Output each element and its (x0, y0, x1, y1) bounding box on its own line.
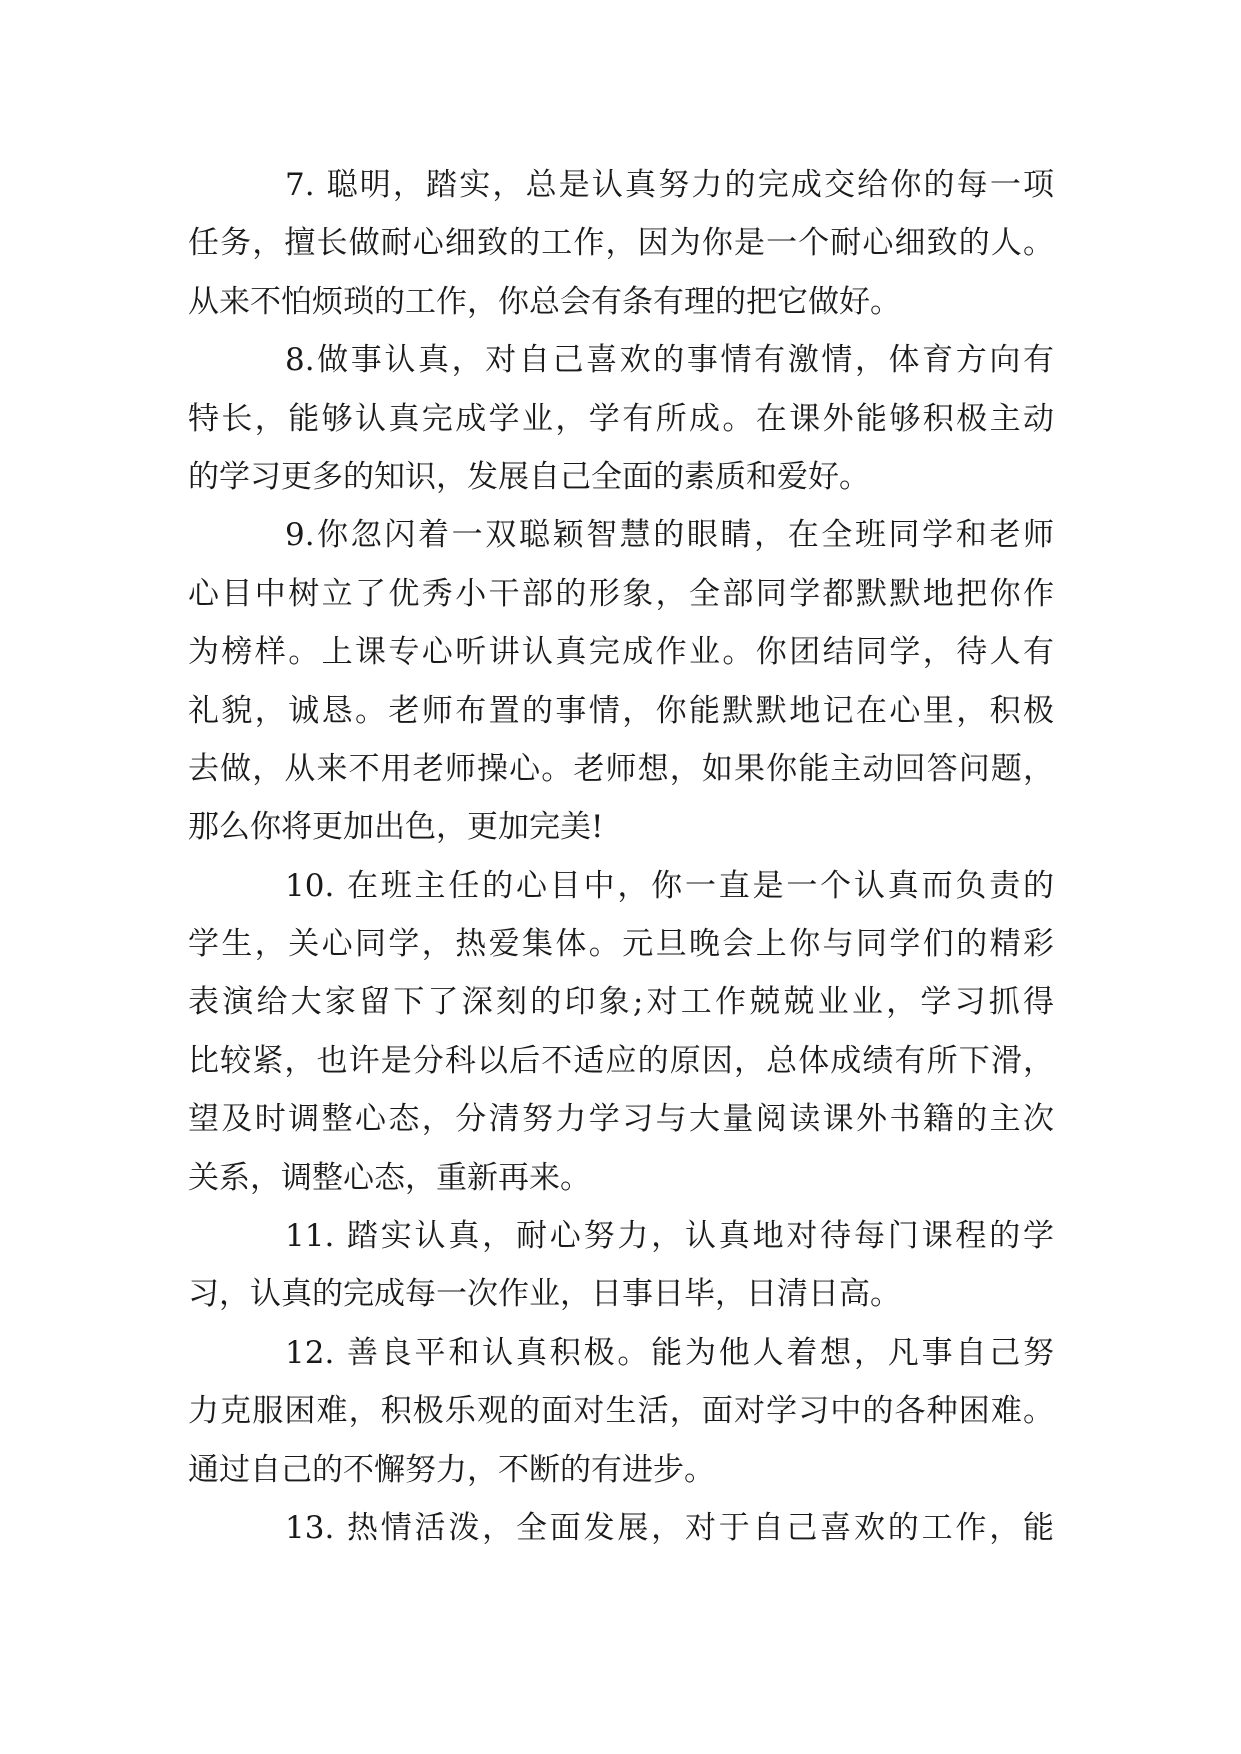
paragraph-line: 7. 聪明，踏实，总是认真努力的完成交给你的每一项 (285, 167, 1054, 203)
paragraph-line: 礼貌，诚恳。老师布置的事情，你能默默地记在心里，积极 (188, 692, 1054, 729)
paragraph-line: 从来不怕烦琐的工作，你总会有条有理的把它做好。 (188, 283, 901, 320)
paragraph-line: 10. 在班主任的心目中，你一直是一个认真而负责的 (285, 867, 1054, 904)
paragraph-line: 表演给大家留下了深刻的印象;对工作兢兢业业，学习抓得 (188, 984, 1054, 1021)
paragraph-line: 心目中树立了优秀小干部的形象，全部同学都默默地把你作 (188, 575, 1054, 612)
paragraph-9 (188, 506, 1054, 856)
paragraph-7 (188, 156, 1054, 331)
paragraph-13 (188, 1499, 1054, 1557)
paragraph-line: 9.你忽闪着一双聪颖智慧的眼睛，在全班同学和老师 (285, 517, 1054, 554)
document-body (188, 156, 1054, 1557)
paragraph-line: 13. 热情活泼，全面发展，对于自己喜欢的工作，能 (285, 1509, 1054, 1546)
paragraph-line: 比较紧，也许是分科以后不适应的原因，总体成绩有所下滑， (188, 1042, 1054, 1079)
paragraph-line: 的学习更多的知识，发展自己全面的素质和爱好。 (188, 458, 870, 495)
paragraph-line: 8.做事认真，对自己喜欢的事情有激情，体育方向有 (285, 342, 1054, 379)
paragraph-line: 关系，调整心态，重新再来。 (188, 1159, 591, 1196)
paragraph-8 (188, 331, 1054, 506)
paragraph-11 (188, 1207, 1054, 1324)
paragraph-line: 去做，从来不用老师操心。老师想，如果你能主动回答问题， (188, 750, 1054, 787)
paragraph-line: 学生，关心同学，热爱集体。元旦晚会上你与同学们的精彩 (188, 926, 1054, 963)
paragraph-line: 12. 善良平和认真积极。能为他人着想，凡事自己努 (285, 1334, 1054, 1371)
paragraph-10 (188, 857, 1054, 1207)
paragraph-line: 望及时调整心态，分清努力学习与大量阅读课外书籍的主次 (188, 1101, 1054, 1138)
paragraph-line: 11. 踏实认真，耐心努力，认真地对待每门课程的学 (285, 1218, 1054, 1255)
paragraph-line: 特长，能够认真完成学业，学有所成。在课外能够积极主动 (188, 400, 1054, 437)
paragraph-line: 习，认真的完成每一次作业，日事日毕，日清日高。 (188, 1276, 901, 1313)
paragraph-line: 力克服困难，积极乐观的面对生活，面对学习中的各种困难。 (188, 1393, 1054, 1430)
paragraph-line: 任务，擅长做耐心细致的工作，因为你是一个耐心细致的人。 (188, 225, 1054, 262)
paragraph-12 (188, 1324, 1054, 1499)
paragraph-line: 为榜样。上课专心听讲认真完成作业。你团结同学，待人有 (188, 634, 1054, 671)
paragraph-line: 通过自己的不懈努力，不断的有进步。 (188, 1451, 715, 1488)
paragraph-line: 那么你将更加出色，更加完美! (188, 809, 604, 846)
